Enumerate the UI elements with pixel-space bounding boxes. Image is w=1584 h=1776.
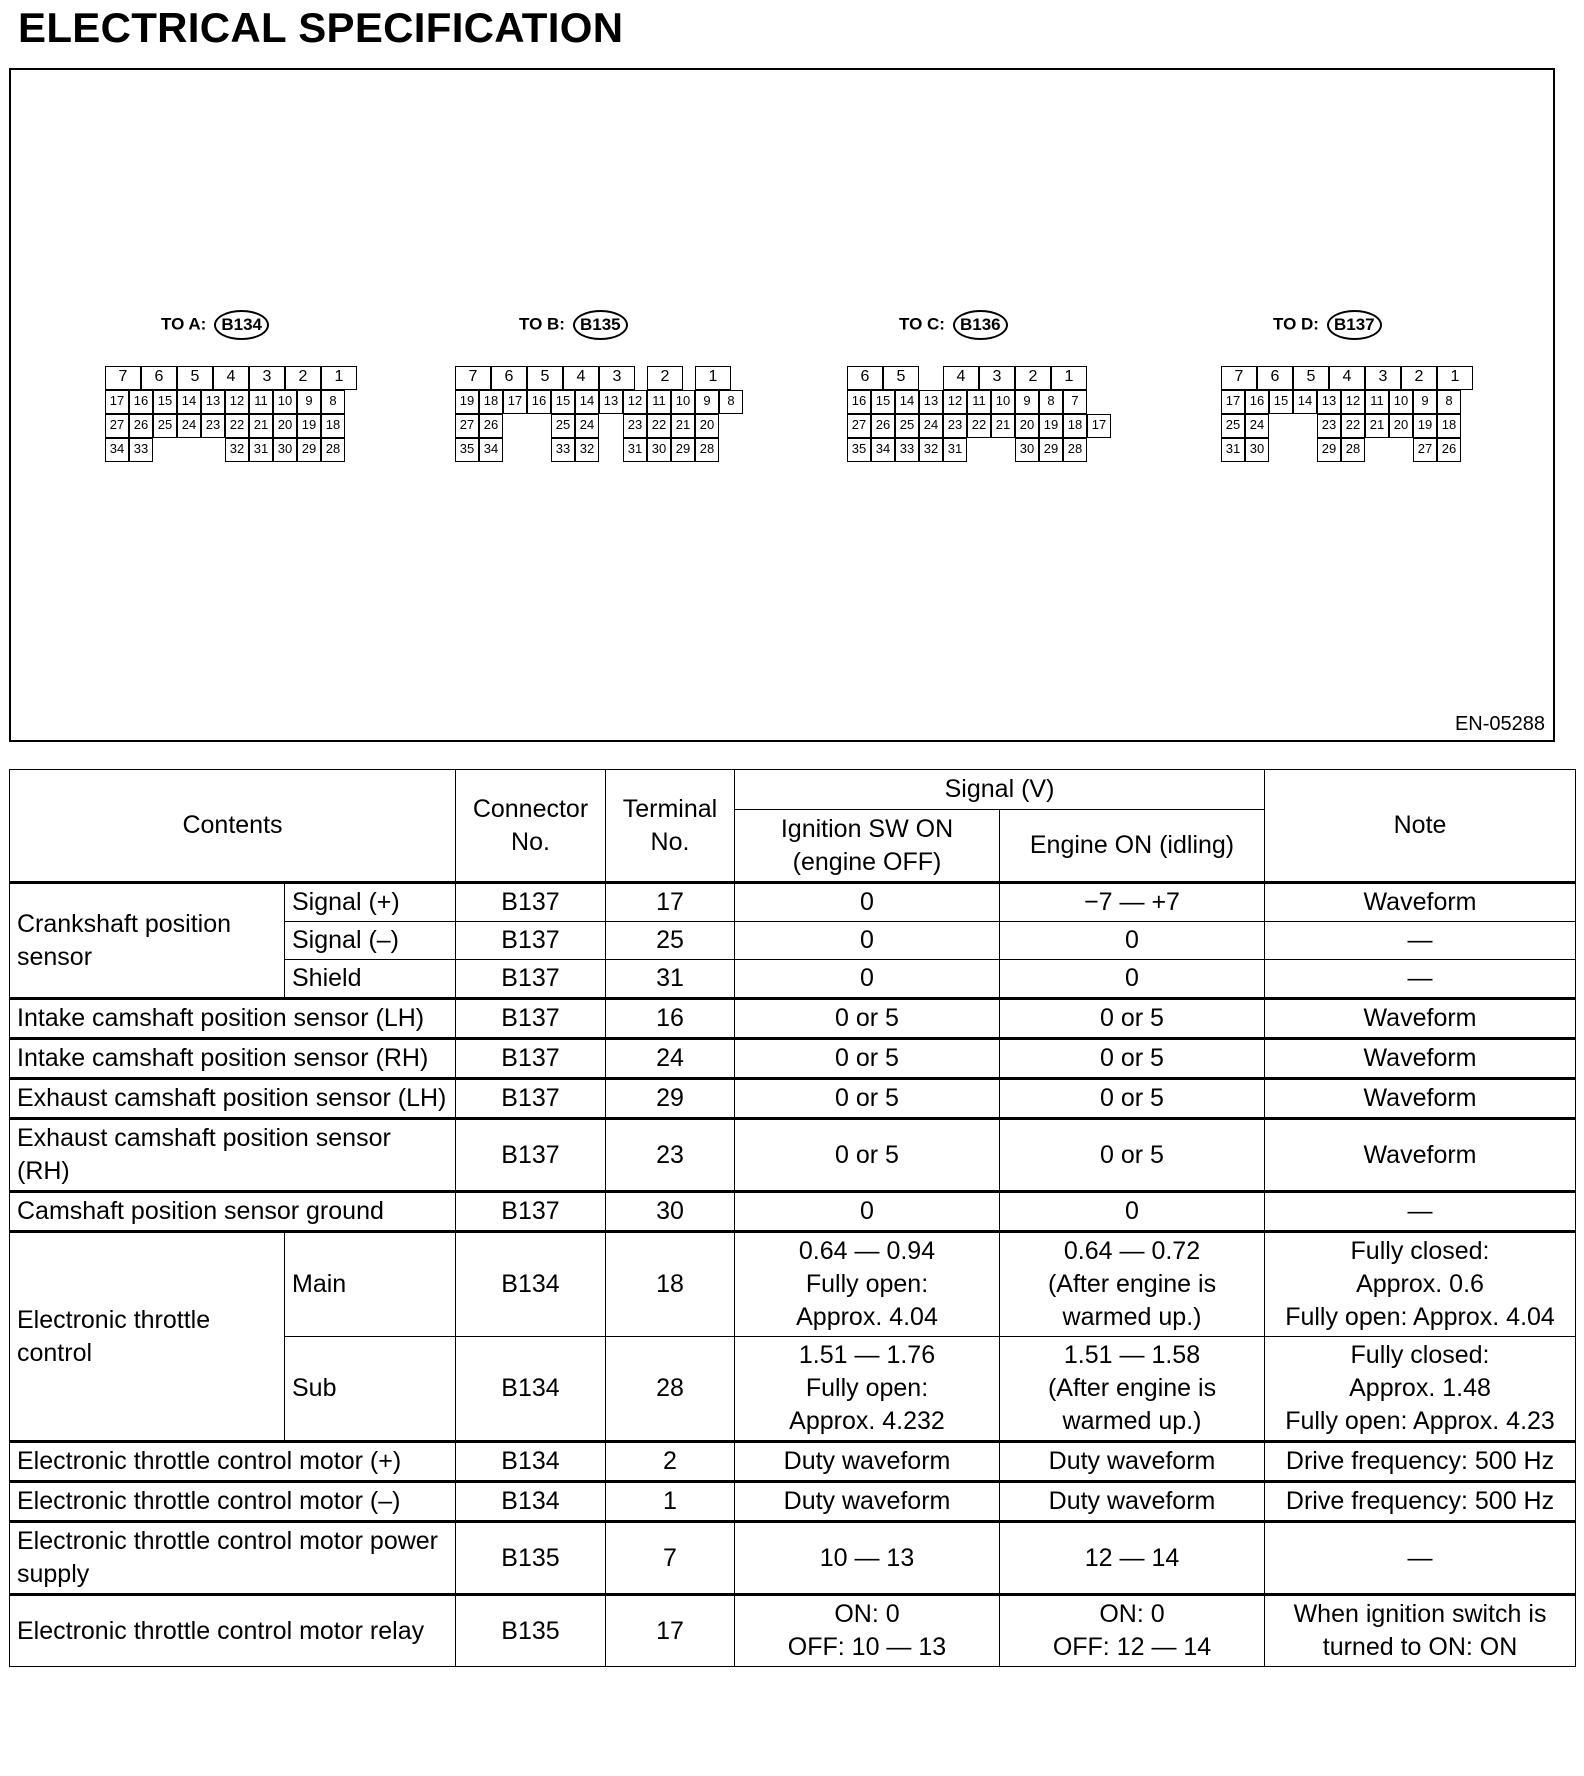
connector-pin: 2	[1015, 366, 1051, 390]
connector-pin: 30	[1015, 438, 1039, 462]
connector-pin: 31	[943, 438, 967, 462]
connector-pin: 22	[967, 414, 991, 438]
connector-pin: 21	[991, 414, 1015, 438]
connector-pin: 29	[297, 438, 321, 462]
connector-pin: 29	[1317, 438, 1341, 462]
connector-pin: 14	[177, 390, 201, 414]
connector-pin: 31	[1221, 438, 1245, 462]
connector-badge-b134: B134	[214, 310, 269, 340]
connector-pin: 1	[695, 366, 731, 390]
connector-pin: 16	[129, 390, 153, 414]
connector-pin: 14	[575, 390, 599, 414]
connector-pin: 28	[1063, 438, 1087, 462]
connector-pin: 16	[1245, 390, 1269, 414]
connector-pin: 4	[563, 366, 599, 390]
connector-pin: 11	[647, 390, 671, 414]
row-sublabel: Sub	[285, 1337, 456, 1442]
header-note: Note	[1265, 770, 1576, 883]
connector-pin: 26	[479, 414, 503, 438]
connector-pin: 8	[719, 390, 743, 414]
table-row: Camshaft position sensor ground B137 30 0 0 —	[10, 1192, 1576, 1232]
connector-pin: 13	[201, 390, 225, 414]
connector-pin: 28	[321, 438, 345, 462]
row-sublabel: Shield	[285, 960, 456, 999]
connector-pin: 12	[943, 390, 967, 414]
connector-pin: 18	[479, 390, 503, 414]
connector-pin: 6	[491, 366, 527, 390]
connector-pin: 4	[1329, 366, 1365, 390]
connector-pin: 30	[647, 438, 671, 462]
row-sublabel: Main	[285, 1232, 456, 1337]
table-row: Exhaust camshaft position sensor (LH) B137 29 0 or 5 0 or 5 Waveform	[10, 1079, 1576, 1119]
connector-pin: 23	[623, 414, 647, 438]
connector-pin: 12	[623, 390, 647, 414]
connector-pin: 26	[129, 414, 153, 438]
connector-pin: 8	[1039, 390, 1063, 414]
connector-badge-b136: B136	[953, 310, 1008, 340]
connector-pin: 23	[943, 414, 967, 438]
connector-pin: 32	[919, 438, 943, 462]
connector-pin: 32	[575, 438, 599, 462]
table-row: Electronic throttle control motor (+) B134 2 Duty waveform Duty waveform Drive frequency: 500 Hz	[10, 1442, 1576, 1482]
row-label: Electronic throttle control	[10, 1232, 285, 1442]
connector-pin: 21	[1365, 414, 1389, 438]
connector-pin: 6	[1257, 366, 1293, 390]
connector-pin: 18	[1437, 414, 1461, 438]
connector-pin: 23	[201, 414, 225, 438]
connector-pin: 32	[225, 438, 249, 462]
table-row: Electronic throttle control Main B134 18 0.64 — 0.94 Fully open: Approx. 4.04 0.64 — 0.72 (After engine is warmed up.) Fully closed: Approx. 0.6 Fully open: Approx. 4.04	[10, 1232, 1576, 1337]
connector-pin: 23	[1317, 414, 1341, 438]
connector-pin: 34	[871, 438, 895, 462]
connector-label-d: TO D: B137	[1273, 310, 1382, 340]
connector-pin: 11	[967, 390, 991, 414]
row-label: Electronic throttle control motor relay	[10, 1595, 456, 1667]
connector-pin: 19	[455, 390, 479, 414]
connector-pin: 20	[273, 414, 297, 438]
table-row: Signal (–) B137 25 0 0 —	[10, 922, 1576, 960]
connector-pin: 5	[527, 366, 563, 390]
row-label: Electronic throttle control motor power supply	[10, 1522, 456, 1595]
connector-pin: 2	[285, 366, 321, 390]
connector-pin: 33	[551, 438, 575, 462]
connector-pin: 18	[321, 414, 345, 438]
connector-pin: 5	[883, 366, 919, 390]
connector-pin: 22	[1341, 414, 1365, 438]
row-label: Electronic throttle control motor (–)	[10, 1482, 456, 1522]
connector-pin: 25	[1221, 414, 1245, 438]
header-signal: Signal (V)	[735, 770, 1265, 810]
connector-pin: 14	[895, 390, 919, 414]
connector-pin: 3	[1365, 366, 1401, 390]
table-row: Crankshaft position sensor Signal (+) B137 17 0 −7 — +7 Waveform	[10, 883, 1576, 922]
connector-pin: 18	[1063, 414, 1087, 438]
connector-pin: 33	[895, 438, 919, 462]
connector-pin: 6	[141, 366, 177, 390]
connector-pin: 1	[321, 366, 357, 390]
connector-pin: 5	[177, 366, 213, 390]
connector-pin: 10	[671, 390, 695, 414]
connector-pin: 20	[695, 414, 719, 438]
row-label: Crankshaft position sensor	[10, 883, 285, 999]
table-row: Exhaust camshaft position sensor (RH) B137 23 0 or 5 0 or 5 Waveform	[10, 1119, 1576, 1192]
connector-figure	[9, 68, 1555, 742]
row-label: Electronic throttle control motor (+)	[10, 1442, 456, 1482]
connector-pin: 34	[105, 438, 129, 462]
connector-pin: 24	[575, 414, 599, 438]
connector-pin: 7	[1221, 366, 1257, 390]
connector-pin: 27	[1413, 438, 1437, 462]
table-row: Shield B137 31 0 0 —	[10, 960, 1576, 999]
connector-pin: 16	[847, 390, 871, 414]
connector-pin: 10	[1389, 390, 1413, 414]
connector-pin: 17	[1087, 414, 1111, 438]
header-terminal-no: Terminal No.	[606, 770, 735, 883]
connector-pin: 24	[177, 414, 201, 438]
connector-pin: 7	[105, 366, 141, 390]
connector-pin: 3	[249, 366, 285, 390]
connector-pin: 33	[129, 438, 153, 462]
connector-pin: 20	[1389, 414, 1413, 438]
connector-pin: 34	[479, 438, 503, 462]
connector-pin: 4	[943, 366, 979, 390]
connector-pin: 15	[153, 390, 177, 414]
connector-pin: 19	[297, 414, 321, 438]
row-label: Intake camshaft position sensor (RH)	[10, 1039, 456, 1079]
connector-pin: 10	[273, 390, 297, 414]
connector-pin: 13	[599, 390, 623, 414]
connector-pin: 31	[249, 438, 273, 462]
connector-pin: 5	[1293, 366, 1329, 390]
connector-pin: 1	[1437, 366, 1473, 390]
connector-label-a: TO A: B134	[161, 310, 269, 340]
header-ignition-on: Ignition SW ON (engine OFF)	[735, 810, 1000, 883]
spec-table	[9, 769, 1576, 1667]
connector-pin: 13	[1317, 390, 1341, 414]
table-row: Sub B134 28 1.51 — 1.76 Fully open: Approx. 4.232 1.51 — 1.58 (After engine is warmed up.) Fully closed: Approx. 1.48 Fully open: Approx. 4.23	[10, 1337, 1576, 1442]
connector-pin: 11	[1365, 390, 1389, 414]
connector-pin: 22	[647, 414, 671, 438]
connector-pin: 25	[895, 414, 919, 438]
connector-label-c: TO C: B136	[899, 310, 1008, 340]
connector-pin: 28	[695, 438, 719, 462]
page-title: ELECTRICAL SPECIFICATION	[18, 4, 624, 51]
connector-pin: 12	[1341, 390, 1365, 414]
connector-pin: 17	[503, 390, 527, 414]
connector-pin: 9	[297, 390, 321, 414]
connector-pin: 1	[1051, 366, 1087, 390]
connector-pin: 30	[1245, 438, 1269, 462]
connector-pin: 8	[321, 390, 345, 414]
connector-pin: 31	[623, 438, 647, 462]
connector-pin: 16	[527, 390, 551, 414]
row-label: Exhaust camshaft position sensor (RH)	[10, 1119, 456, 1192]
connector-pin: 35	[847, 438, 871, 462]
connector-pin: 21	[249, 414, 273, 438]
connector-pin: 15	[871, 390, 895, 414]
header-contents: Contents	[10, 770, 456, 883]
connector-pin: 24	[1245, 414, 1269, 438]
connector-badge-b135: B135	[573, 310, 628, 340]
connector-pin: 8	[1437, 390, 1461, 414]
connector-pin: 19	[1413, 414, 1437, 438]
connector-pin: 15	[551, 390, 575, 414]
connector-pin: 9	[1015, 390, 1039, 414]
row-label: Intake camshaft position sensor (LH)	[10, 999, 456, 1039]
connector-pin: 7	[1063, 390, 1087, 414]
connector-pin: 7	[455, 366, 491, 390]
connector-pin: 9	[695, 390, 719, 414]
connector-pin: 26	[1437, 438, 1461, 462]
connector-pin: 4	[213, 366, 249, 390]
connector-pin: 21	[671, 414, 695, 438]
connector-pin: 30	[273, 438, 297, 462]
connector-pin: 29	[671, 438, 695, 462]
connector-pin: 17	[1221, 390, 1245, 414]
row-label: Camshaft position sensor ground	[10, 1192, 456, 1232]
header-engine-on: Engine ON (idling)	[1000, 810, 1265, 883]
connector-pin: 27	[847, 414, 871, 438]
connector-pin: 20	[1015, 414, 1039, 438]
figure-code: EN-05288	[1454, 713, 1545, 735]
connector-pin: 14	[1293, 390, 1317, 414]
connector-pin: 29	[1039, 438, 1063, 462]
header-connector-no: Connector No.	[456, 770, 606, 883]
connector-pin: 27	[105, 414, 129, 438]
connector-pin: 2	[647, 366, 683, 390]
connector-pin: 3	[979, 366, 1015, 390]
connector-pin: 2	[1401, 366, 1437, 390]
connector-pin: 19	[1039, 414, 1063, 438]
connector-pin: 27	[455, 414, 479, 438]
row-label: Exhaust camshaft position sensor (LH)	[10, 1079, 456, 1119]
connector-pin: 24	[919, 414, 943, 438]
connector-pin: 28	[1341, 438, 1365, 462]
table-row: Intake camshaft position sensor (LH) B137 16 0 or 5 0 or 5 Waveform	[10, 999, 1576, 1039]
row-sublabel: Signal (+)	[285, 883, 456, 922]
table-row: Intake camshaft position sensor (RH) B137 24 0 or 5 0 or 5 Waveform	[10, 1039, 1576, 1079]
connector-badge-b137: B137	[1327, 310, 1382, 340]
connector-pin: 10	[991, 390, 1015, 414]
connector-pin: 11	[249, 390, 273, 414]
connector-pin: 22	[225, 414, 249, 438]
connector-pin: 15	[1269, 390, 1293, 414]
table-row: Electronic throttle control motor relay B135 17 ON: 0 OFF: 10 — 13 ON: 0 OFF: 12 — 14 When ignition switch is turned to ON: ON	[10, 1595, 1576, 1667]
connector-pin: 9	[1413, 390, 1437, 414]
connector-pin: 3	[599, 366, 635, 390]
row-sublabel: Signal (–)	[285, 922, 456, 960]
connector-pin: 25	[153, 414, 177, 438]
connector-pin: 12	[225, 390, 249, 414]
connector-pin: 6	[847, 366, 883, 390]
connector-pin: 25	[551, 414, 575, 438]
connector-pin: 13	[919, 390, 943, 414]
connector-pin: 35	[455, 438, 479, 462]
connector-label-b: TO B: B135	[519, 310, 628, 340]
connector-pin: 26	[871, 414, 895, 438]
table-row: Electronic throttle control motor (–) B134 1 Duty waveform Duty waveform Drive frequency: 500 Hz	[10, 1482, 1576, 1522]
connector-pin: 17	[105, 390, 129, 414]
table-row: Electronic throttle control motor power supply B135 7 10 — 13 12 — 14 —	[10, 1522, 1576, 1595]
